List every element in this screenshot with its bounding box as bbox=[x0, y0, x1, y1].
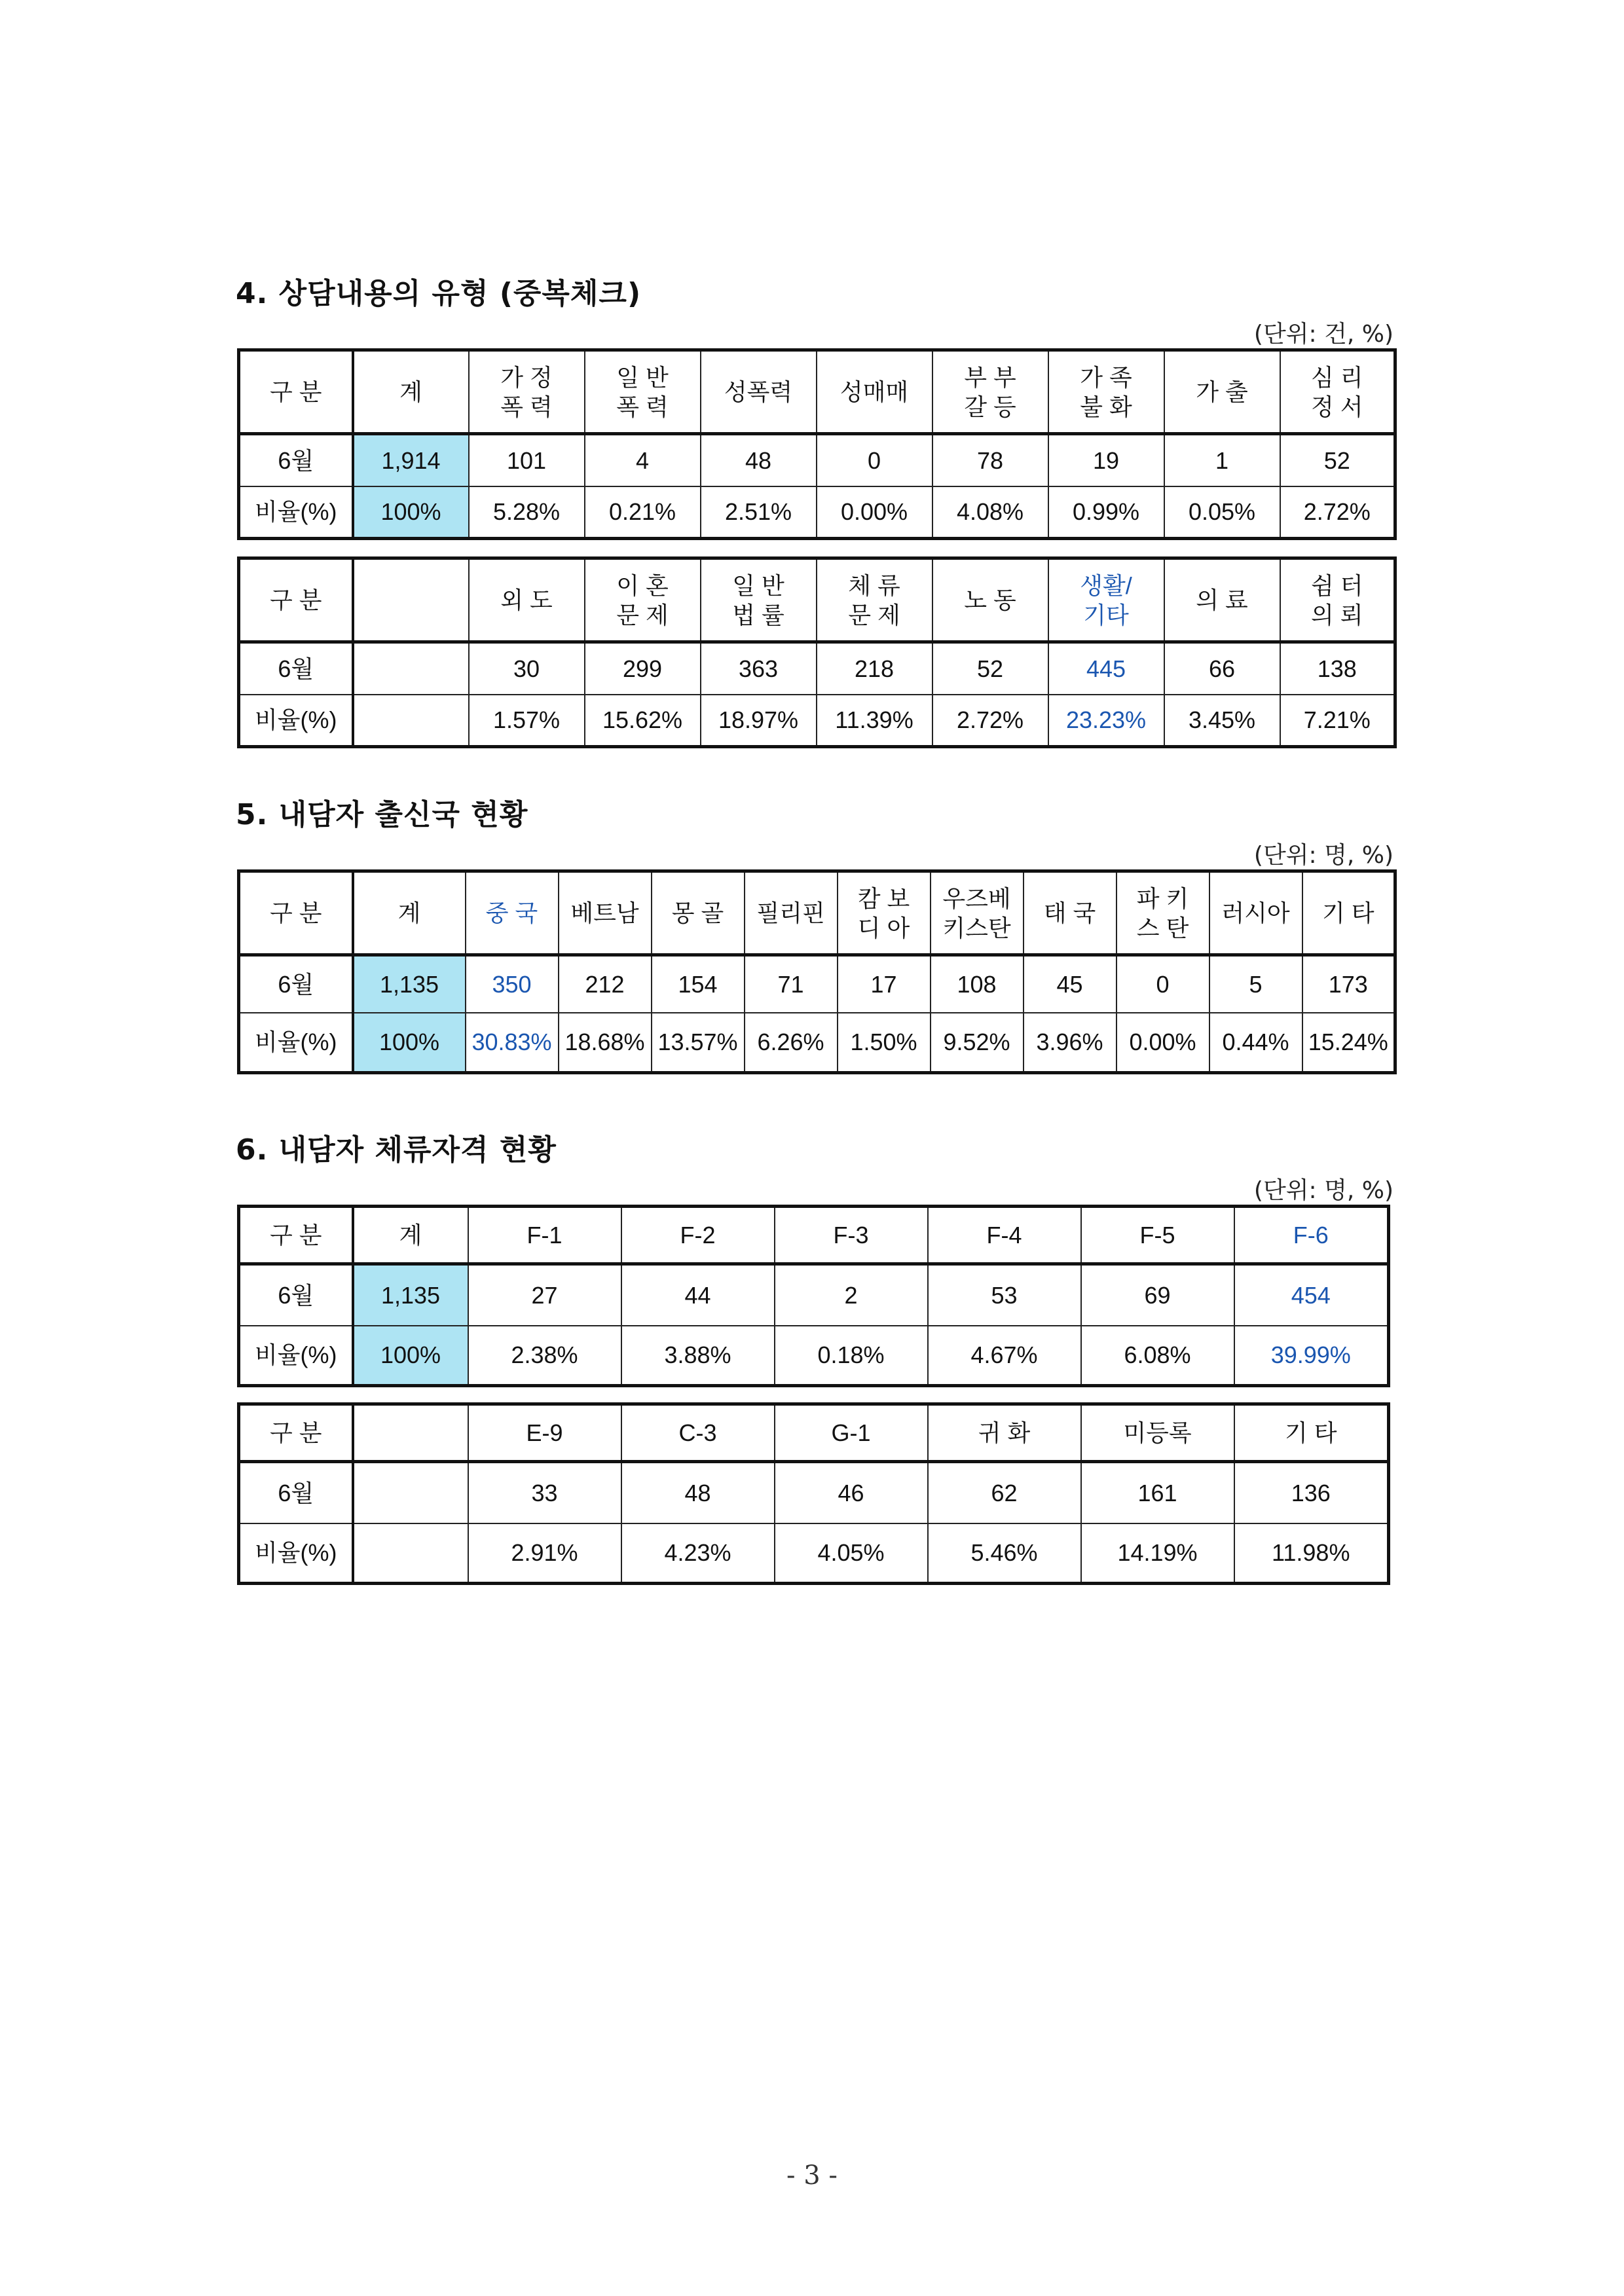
table-row bbox=[239, 955, 1395, 1013]
header-cell: 캄 보 디 아 bbox=[838, 871, 931, 955]
empty-cell bbox=[353, 1462, 468, 1523]
header-cell: 일 반 법 률 bbox=[701, 558, 817, 642]
row-label: 비율(%) bbox=[239, 695, 353, 747]
header-cell: 계 bbox=[353, 350, 469, 434]
header-cell: 심 리 정 서 bbox=[1280, 350, 1395, 434]
counsel-type-table-1 bbox=[237, 348, 1397, 540]
table-cell: 23.23% bbox=[1048, 695, 1164, 747]
header-cell: 기 타 bbox=[1234, 1404, 1389, 1462]
header-cell: 몽 골 bbox=[652, 871, 745, 955]
table-cell: 101 bbox=[469, 434, 585, 486]
section-6-title: 6. 내담자 체류자격 현황 bbox=[236, 1133, 557, 1167]
counsel-type-table-2 bbox=[237, 556, 1397, 748]
table-cell: 39.99% bbox=[1234, 1326, 1389, 1386]
table-cell: 4.23% bbox=[621, 1523, 775, 1584]
table-cell: 5 bbox=[1209, 955, 1302, 1013]
table-cell: 212 bbox=[559, 955, 652, 1013]
table-cell: 1.57% bbox=[469, 695, 585, 747]
empty-cell bbox=[353, 1523, 468, 1584]
total-cell: 100% bbox=[353, 1326, 468, 1386]
section-6-unit: (단위: 명, %) bbox=[1253, 1177, 1393, 1204]
table-cell: 3.96% bbox=[1024, 1013, 1116, 1073]
header-cell: 기 타 bbox=[1302, 871, 1395, 955]
table-cell: 2 bbox=[775, 1264, 928, 1326]
table-cell: 17 bbox=[838, 955, 931, 1013]
table-row bbox=[239, 642, 1395, 695]
table-cell: 15.62% bbox=[585, 695, 701, 747]
table-cell: 0.21% bbox=[585, 486, 701, 539]
header-cell: 외 도 bbox=[469, 558, 585, 642]
table-row bbox=[239, 695, 1395, 747]
table-header-row bbox=[239, 558, 1395, 642]
header-cell: F-6 bbox=[1234, 1207, 1389, 1264]
row-label: 6월 bbox=[239, 955, 353, 1013]
table-cell: 19 bbox=[1048, 434, 1164, 486]
table-cell: 11.98% bbox=[1234, 1523, 1389, 1584]
table-cell: 350 bbox=[466, 955, 559, 1013]
table-cell: 7.21% bbox=[1280, 695, 1395, 747]
table-cell: 62 bbox=[928, 1462, 1081, 1523]
row-label: 6월 bbox=[239, 642, 353, 695]
header-cell: 러시아 bbox=[1209, 871, 1302, 955]
row-label: 6월 bbox=[239, 434, 353, 486]
header-cell: 우즈베 키스탄 bbox=[931, 871, 1024, 955]
table-cell: 0.18% bbox=[775, 1326, 928, 1386]
header-cell: 중 국 bbox=[466, 871, 559, 955]
empty-cell bbox=[353, 695, 469, 747]
table-cell: 2.91% bbox=[468, 1523, 621, 1584]
table-cell: 138 bbox=[1280, 642, 1395, 695]
header-cell: 가 족 불 화 bbox=[1048, 350, 1164, 434]
table-header-row bbox=[239, 350, 1395, 434]
row-label: 비율(%) bbox=[239, 1326, 353, 1386]
table-row bbox=[239, 486, 1395, 539]
table-cell: 363 bbox=[701, 642, 817, 695]
table-header-row bbox=[239, 1404, 1389, 1462]
header-cell: 이 혼 문 제 bbox=[585, 558, 701, 642]
table-cell: 30 bbox=[469, 642, 585, 695]
table-cell: 4.05% bbox=[775, 1523, 928, 1584]
table-cell: 71 bbox=[745, 955, 838, 1013]
header-cell: 구 분 bbox=[239, 558, 353, 642]
table-cell: 299 bbox=[585, 642, 701, 695]
table-cell: 154 bbox=[652, 955, 745, 1013]
table-cell: 48 bbox=[621, 1462, 775, 1523]
table-cell: 1.50% bbox=[838, 1013, 931, 1073]
table-cell: 13.57% bbox=[652, 1013, 745, 1073]
header-cell: F-4 bbox=[928, 1207, 1081, 1264]
table-cell: 2.72% bbox=[932, 695, 1048, 747]
table-cell: 0.99% bbox=[1048, 486, 1164, 539]
table-cell: 27 bbox=[468, 1264, 621, 1326]
table-row bbox=[239, 434, 1395, 486]
section-4-title: 4. 상담내용의 유형 (중복체크) bbox=[236, 277, 642, 310]
row-label: 6월 bbox=[239, 1462, 353, 1523]
table-cell: 11.39% bbox=[817, 695, 932, 747]
row-label: 비율(%) bbox=[239, 486, 353, 539]
table-cell: 2.38% bbox=[468, 1326, 621, 1386]
table-cell: 0 bbox=[817, 434, 932, 486]
table-cell: 18.97% bbox=[701, 695, 817, 747]
header-cell: 일 반 폭 력 bbox=[585, 350, 701, 434]
header-cell: 파 키 스 탄 bbox=[1116, 871, 1209, 955]
row-label: 비율(%) bbox=[239, 1013, 353, 1073]
table-cell: 0.05% bbox=[1164, 486, 1280, 539]
table-cell: 2.72% bbox=[1280, 486, 1395, 539]
table-cell: 0.00% bbox=[1116, 1013, 1209, 1073]
header-cell: F-2 bbox=[621, 1207, 775, 1264]
table-cell: 3.45% bbox=[1164, 695, 1280, 747]
table-cell: 14.19% bbox=[1081, 1523, 1234, 1584]
header-cell: 귀 화 bbox=[928, 1404, 1081, 1462]
table-cell: 15.24% bbox=[1302, 1013, 1395, 1073]
table-row bbox=[239, 1523, 1389, 1584]
table-cell: 454 bbox=[1234, 1264, 1389, 1326]
header-cell: 베트남 bbox=[559, 871, 652, 955]
header-cell: 가 출 bbox=[1164, 350, 1280, 434]
table-cell: 9.52% bbox=[931, 1013, 1024, 1073]
table-cell: 0.00% bbox=[817, 486, 932, 539]
visa-status-table-2 bbox=[237, 1402, 1390, 1585]
table-cell: 4.08% bbox=[932, 486, 1048, 539]
table-cell: 0.44% bbox=[1209, 1013, 1302, 1073]
header-cell: 계 bbox=[353, 871, 466, 955]
header-cell: 부 부 갈 등 bbox=[932, 350, 1048, 434]
header-cell: 노 동 bbox=[932, 558, 1048, 642]
total-cell: 100% bbox=[353, 1013, 466, 1073]
header-cell: 태 국 bbox=[1024, 871, 1116, 955]
header-cell: 계 bbox=[353, 1207, 468, 1264]
header-cell: 의 료 bbox=[1164, 558, 1280, 642]
empty-cell bbox=[353, 1404, 468, 1462]
table-row bbox=[239, 1013, 1395, 1073]
table-cell: 0 bbox=[1116, 955, 1209, 1013]
table-cell: 45 bbox=[1024, 955, 1116, 1013]
header-cell: G-1 bbox=[775, 1404, 928, 1462]
header-cell: 생활/ 기타 bbox=[1048, 558, 1164, 642]
table-cell: 30.83% bbox=[466, 1013, 559, 1073]
visa-status-table-1 bbox=[237, 1205, 1390, 1387]
header-cell: F-5 bbox=[1081, 1207, 1234, 1264]
header-cell: 구 분 bbox=[239, 1207, 353, 1264]
table-cell: 18.68% bbox=[559, 1013, 652, 1073]
header-cell: 체 류 문 제 bbox=[817, 558, 932, 642]
header-cell: F-1 bbox=[468, 1207, 621, 1264]
table-cell: 218 bbox=[817, 642, 932, 695]
table-cell: 48 bbox=[701, 434, 817, 486]
row-label: 비율(%) bbox=[239, 1523, 353, 1584]
table-cell: 52 bbox=[1280, 434, 1395, 486]
table-cell: 44 bbox=[621, 1264, 775, 1326]
total-cell: 100% bbox=[353, 486, 469, 539]
empty-cell bbox=[353, 558, 469, 642]
table-row bbox=[239, 1326, 1389, 1386]
table-row bbox=[239, 1264, 1389, 1326]
table-cell: 4.67% bbox=[928, 1326, 1081, 1386]
header-cell: 쉼 터 의 뢰 bbox=[1280, 558, 1395, 642]
header-cell: 성매매 bbox=[817, 350, 932, 434]
header-cell: 구 분 bbox=[239, 871, 353, 955]
table-cell: 445 bbox=[1048, 642, 1164, 695]
header-cell: 필리핀 bbox=[745, 871, 838, 955]
header-cell: E-9 bbox=[468, 1404, 621, 1462]
total-cell: 1,135 bbox=[353, 1264, 468, 1326]
table-header-row bbox=[239, 871, 1395, 955]
table-cell: 69 bbox=[1081, 1264, 1234, 1326]
empty-cell bbox=[353, 642, 469, 695]
table-cell: 4 bbox=[585, 434, 701, 486]
row-label: 6월 bbox=[239, 1264, 353, 1326]
header-cell: 구 분 bbox=[239, 1404, 353, 1462]
table-header-row bbox=[239, 1207, 1389, 1264]
table-cell: 1 bbox=[1164, 434, 1280, 486]
total-cell: 1,135 bbox=[353, 955, 466, 1013]
header-cell: 미등록 bbox=[1081, 1404, 1234, 1462]
table-cell: 6.08% bbox=[1081, 1326, 1234, 1386]
table-cell: 46 bbox=[775, 1462, 928, 1523]
section-5-title: 5. 내담자 출신국 현황 bbox=[236, 798, 528, 831]
table-row bbox=[239, 1462, 1389, 1523]
table-cell: 3.88% bbox=[621, 1326, 775, 1386]
table-cell: 5.46% bbox=[928, 1523, 1081, 1584]
section-5-unit: (단위: 명, %) bbox=[1253, 842, 1393, 869]
table-cell: 33 bbox=[468, 1462, 621, 1523]
header-cell: 성폭력 bbox=[701, 350, 817, 434]
table-cell: 108 bbox=[931, 955, 1024, 1013]
table-cell: 161 bbox=[1081, 1462, 1234, 1523]
header-cell: F-3 bbox=[775, 1207, 928, 1264]
table-cell: 5.28% bbox=[469, 486, 585, 539]
table-cell: 52 bbox=[932, 642, 1048, 695]
header-cell: 가 정 폭 력 bbox=[469, 350, 585, 434]
table-cell: 66 bbox=[1164, 642, 1280, 695]
table-cell: 78 bbox=[932, 434, 1048, 486]
table-cell: 53 bbox=[928, 1264, 1081, 1326]
table-cell: 136 bbox=[1234, 1462, 1389, 1523]
table-cell: 2.51% bbox=[701, 486, 817, 539]
total-cell: 1,914 bbox=[353, 434, 469, 486]
table-cell: 173 bbox=[1302, 955, 1395, 1013]
table-cell: 6.26% bbox=[745, 1013, 838, 1073]
section-4-unit: (단위: 건, %) bbox=[1253, 321, 1393, 348]
page-number: - 3 - bbox=[786, 2160, 838, 2191]
origin-country-table bbox=[237, 869, 1397, 1074]
header-cell: 구 분 bbox=[239, 350, 353, 434]
header-cell: C-3 bbox=[621, 1404, 775, 1462]
